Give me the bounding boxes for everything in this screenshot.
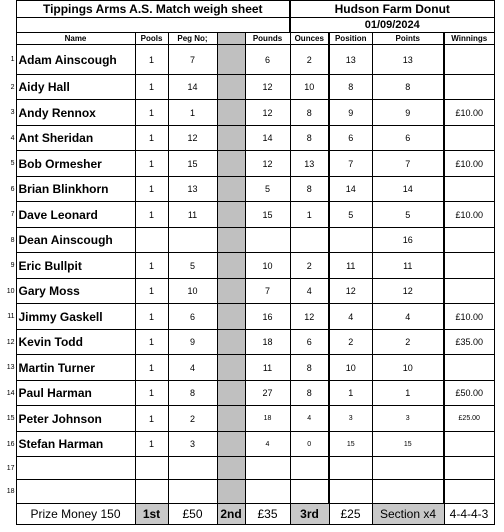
grey-spacer-cell — [217, 100, 245, 126]
points-cell: 4 — [372, 304, 444, 330]
winnings-cell — [444, 75, 494, 100]
grey-spacer-cell — [217, 202, 245, 228]
peg-cell: 1 — [168, 100, 217, 126]
winnings-cell — [444, 177, 494, 202]
peg-cell: 7 — [168, 45, 217, 75]
pools-cell: 1 — [135, 330, 168, 355]
peg-cell: 14 — [168, 75, 217, 100]
peg-cell: 3 — [168, 432, 217, 457]
row-number: 15 — [6, 415, 15, 422]
angler-name — [16, 480, 135, 504]
grey-spacer-cell — [217, 253, 245, 279]
pounds-cell: 18 — [245, 406, 290, 432]
row-number — [0, 504, 16, 525]
pools-cell: 1 — [135, 45, 168, 75]
position-cell: 7 — [329, 151, 372, 177]
angler-name: Stefan Harman — [16, 432, 135, 457]
table-row — [0, 253, 494, 279]
row-number: 5 — [10, 160, 15, 167]
grey-spacer-cell — [217, 480, 245, 504]
header-ounces: Ounces — [290, 33, 329, 45]
grey-spacer-cell — [217, 381, 245, 406]
winnings-cell — [444, 126, 494, 151]
first-place-amount: £50 — [168, 504, 217, 525]
position-cell: 10 — [329, 355, 372, 381]
grey-spacer-cell — [217, 304, 245, 330]
pounds-cell: 18 — [245, 330, 290, 355]
angler-name: Aidy Hall — [16, 75, 135, 100]
row-number: 12 — [6, 338, 15, 346]
header-name: Name — [16, 33, 135, 45]
pools-cell — [135, 228, 168, 253]
header-position: Position — [329, 33, 372, 45]
winnings-cell — [444, 45, 494, 75]
position-cell: 5 — [329, 202, 372, 228]
grey-spacer-cell — [217, 45, 245, 75]
pools-cell: 1 — [135, 75, 168, 100]
peg-cell: 15 — [168, 151, 217, 177]
table-row — [0, 202, 494, 228]
points-cell: 15 — [372, 432, 444, 457]
peg-cell: 5 — [168, 253, 217, 279]
angler-name: Brian Blinkhorn — [16, 177, 135, 202]
row-number: 18 — [6, 488, 15, 495]
ounces-cell — [290, 228, 329, 253]
ounces-cell: 4 — [290, 406, 329, 432]
position-cell — [329, 228, 372, 253]
table-row — [0, 177, 494, 202]
points-cell: 12 — [372, 279, 444, 304]
position-cell: 13 — [329, 45, 372, 75]
pools-cell: 1 — [135, 253, 168, 279]
header-pounds: Pounds — [245, 33, 290, 45]
angler-name: Andy Rennox — [16, 100, 135, 126]
ounces-cell: 8 — [290, 355, 329, 381]
grey-spacer-cell — [217, 228, 245, 253]
position-cell: 4 — [329, 304, 372, 330]
grey-spacer-cell — [217, 330, 245, 355]
winnings-cell — [444, 457, 494, 480]
row-number: 1 — [10, 56, 15, 63]
third-place-amount: £25 — [329, 504, 372, 525]
second-place-amount: £35 — [245, 504, 290, 525]
points-cell: 1 — [372, 381, 444, 406]
peg-cell: 6 — [168, 304, 217, 330]
angler-name: Paul Harman — [16, 381, 135, 406]
pounds-cell: 12 — [245, 75, 290, 100]
pounds-cell — [245, 480, 290, 504]
row-number: 16 — [6, 440, 15, 448]
sheet-title: Tippings Arms A.S. Match weigh sheet — [16, 1, 290, 18]
peg-cell: 9 — [168, 330, 217, 355]
angler-name: Jimmy Gaskell — [16, 304, 135, 330]
table-row — [0, 228, 494, 253]
position-cell: 3 — [329, 406, 372, 432]
winnings-cell — [444, 432, 494, 457]
angler-name: Martin Turner — [16, 355, 135, 381]
table-row — [0, 381, 494, 406]
row-number: 7 — [10, 211, 15, 218]
pounds-cell: 7 — [245, 279, 290, 304]
first-place-label: 1st — [135, 504, 168, 525]
points-cell — [372, 457, 444, 480]
pounds-cell: 16 — [245, 304, 290, 330]
pools-cell: 1 — [135, 100, 168, 126]
table-row — [0, 355, 494, 381]
prize-footer-row — [0, 504, 494, 525]
pounds-cell: 27 — [245, 381, 290, 406]
section-split: 4-4-4-3 — [444, 504, 494, 525]
peg-cell: 2 — [168, 406, 217, 432]
position-cell: 15 — [329, 432, 372, 457]
grey-spacer-column — [217, 33, 245, 45]
points-cell: 9 — [372, 100, 444, 126]
ounces-cell: 8 — [290, 126, 329, 151]
position-cell: 11 — [329, 253, 372, 279]
pools-cell: 1 — [135, 304, 168, 330]
ounces-cell: 8 — [290, 381, 329, 406]
table-row — [0, 432, 494, 457]
winnings-cell: £50.00 — [444, 381, 494, 406]
position-cell: 9 — [329, 100, 372, 126]
header-winnings: Winnings — [444, 33, 494, 45]
pools-cell: 1 — [135, 406, 168, 432]
row-number: 14 — [6, 389, 15, 397]
pounds-cell: 12 — [245, 100, 290, 126]
position-cell: 14 — [329, 177, 372, 202]
peg-cell: 12 — [168, 126, 217, 151]
pools-cell: 1 — [135, 126, 168, 151]
section-label: Section x4 — [372, 504, 444, 525]
peg-cell — [168, 480, 217, 504]
table-row — [0, 304, 494, 330]
angler-name: Eric Bullpit — [16, 253, 135, 279]
header-peg: Peg No; — [168, 33, 217, 45]
table-row — [0, 279, 494, 304]
points-cell: 3 — [372, 406, 444, 432]
grey-spacer-cell — [217, 406, 245, 432]
row-number: 13 — [6, 364, 15, 371]
second-place-label: 2nd — [217, 504, 245, 525]
angler-name: Dave Leonard — [16, 202, 135, 228]
grey-spacer-cell — [217, 177, 245, 202]
winnings-cell: £10.00 — [444, 151, 494, 177]
pools-cell — [135, 457, 168, 480]
pools-cell: 1 — [135, 202, 168, 228]
grey-spacer-cell — [217, 279, 245, 304]
position-cell — [329, 457, 372, 480]
pools-cell: 1 — [135, 432, 168, 457]
points-cell — [372, 480, 444, 504]
grey-spacer-cell — [217, 432, 245, 457]
grey-spacer-cell — [217, 151, 245, 177]
ounces-cell: 10 — [290, 75, 329, 100]
position-cell: 2 — [329, 330, 372, 355]
points-cell: 2 — [372, 330, 444, 355]
row-number: 9 — [10, 262, 15, 269]
table-row — [0, 126, 494, 151]
position-cell — [329, 480, 372, 504]
points-cell: 11 — [372, 253, 444, 279]
ounces-cell: 2 — [290, 253, 329, 279]
pounds-cell — [245, 457, 290, 480]
row-number: 10 — [6, 287, 15, 295]
points-cell: 6 — [372, 126, 444, 151]
table-row — [0, 406, 494, 432]
peg-cell — [168, 228, 217, 253]
title-row — [0, 1, 494, 18]
grey-spacer-cell — [217, 457, 245, 480]
ounces-cell: 12 — [290, 304, 329, 330]
pools-cell: 1 — [135, 151, 168, 177]
position-cell: 12 — [329, 279, 372, 304]
venue-title: Hudson Farm Donut — [290, 1, 494, 18]
row-number: 2 — [10, 83, 15, 91]
points-cell: 10 — [372, 355, 444, 381]
peg-cell: 11 — [168, 202, 217, 228]
winnings-cell: £10.00 — [444, 202, 494, 228]
points-cell: 5 — [372, 202, 444, 228]
points-cell: 7 — [372, 151, 444, 177]
peg-cell: 10 — [168, 279, 217, 304]
ounces-cell: 13 — [290, 151, 329, 177]
pounds-cell: 6 — [245, 45, 290, 75]
pools-cell: 1 — [135, 177, 168, 202]
peg-cell: 8 — [168, 381, 217, 406]
row-number: 6 — [10, 185, 15, 193]
position-cell: 1 — [329, 381, 372, 406]
winnings-cell: £35.00 — [444, 330, 494, 355]
winnings-cell: £10.00 — [444, 100, 494, 126]
peg-cell: 4 — [168, 355, 217, 381]
peg-cell — [168, 457, 217, 480]
peg-cell: 13 — [168, 177, 217, 202]
table-row — [0, 45, 494, 75]
winnings-cell: £25.00 — [444, 406, 494, 432]
winnings-cell — [444, 480, 494, 504]
pounds-cell: 11 — [245, 355, 290, 381]
points-cell: 13 — [372, 45, 444, 75]
third-place-label: 3rd — [290, 504, 329, 525]
angler-name: Gary Moss — [16, 279, 135, 304]
angler-name: Kevin Todd — [16, 330, 135, 355]
pools-cell: 1 — [135, 279, 168, 304]
angler-name: Ant Sheridan — [16, 126, 135, 151]
angler-name — [16, 457, 135, 480]
ounces-cell: 1 — [290, 202, 329, 228]
match-date: 01/09/2024 — [290, 18, 494, 33]
table-row — [0, 330, 494, 355]
angler-name: Adam Ainscough — [16, 45, 135, 75]
points-cell: 16 — [372, 228, 444, 253]
grey-spacer-cell — [217, 75, 245, 100]
pools-cell: 1 — [135, 381, 168, 406]
pools-cell: 1 — [135, 355, 168, 381]
pounds-cell: 14 — [245, 126, 290, 151]
pounds-cell — [245, 228, 290, 253]
row-number: 11 — [7, 313, 15, 320]
pounds-cell: 15 — [245, 202, 290, 228]
prize-money-label: Prize Money 150 — [16, 504, 135, 525]
ounces-cell: 8 — [290, 100, 329, 126]
ounces-cell: 8 — [290, 177, 329, 202]
table-row — [0, 100, 494, 126]
points-cell: 8 — [372, 75, 444, 100]
points-cell: 14 — [372, 177, 444, 202]
grey-spacer-cell — [217, 126, 245, 151]
row-number: 17 — [6, 464, 15, 472]
pounds-cell: 10 — [245, 253, 290, 279]
table-row — [0, 457, 494, 480]
position-cell: 8 — [329, 75, 372, 100]
ounces-cell — [290, 480, 329, 504]
column-header-row — [0, 33, 494, 45]
grey-spacer-cell — [217, 355, 245, 381]
table-row — [0, 151, 494, 177]
winnings-cell — [444, 355, 494, 381]
ounces-cell — [290, 457, 329, 480]
row-number: 8 — [10, 236, 15, 244]
angler-name: Dean Ainscough — [16, 228, 135, 253]
position-cell: 6 — [329, 126, 372, 151]
winnings-cell — [444, 228, 494, 253]
row-number: 4 — [10, 134, 15, 142]
winnings-cell — [444, 279, 494, 304]
row-number: 3 — [10, 109, 15, 116]
pounds-cell: 5 — [245, 177, 290, 202]
table-row — [0, 75, 494, 100]
pounds-cell: 12 — [245, 151, 290, 177]
ounces-cell: 0 — [290, 432, 329, 457]
ounces-cell: 6 — [290, 330, 329, 355]
header-points: Points — [372, 33, 444, 45]
date-row — [0, 18, 494, 33]
ounces-cell: 2 — [290, 45, 329, 75]
angler-name: Bob Ormesher — [16, 151, 135, 177]
winnings-cell — [444, 253, 494, 279]
table-row — [0, 480, 494, 504]
pounds-cell: 4 — [245, 432, 290, 457]
header-pools: Pools — [135, 33, 168, 45]
ounces-cell: 4 — [290, 279, 329, 304]
winnings-cell: £10.00 — [444, 304, 494, 330]
pools-cell — [135, 480, 168, 504]
angler-name: Peter Johnson — [16, 406, 135, 432]
